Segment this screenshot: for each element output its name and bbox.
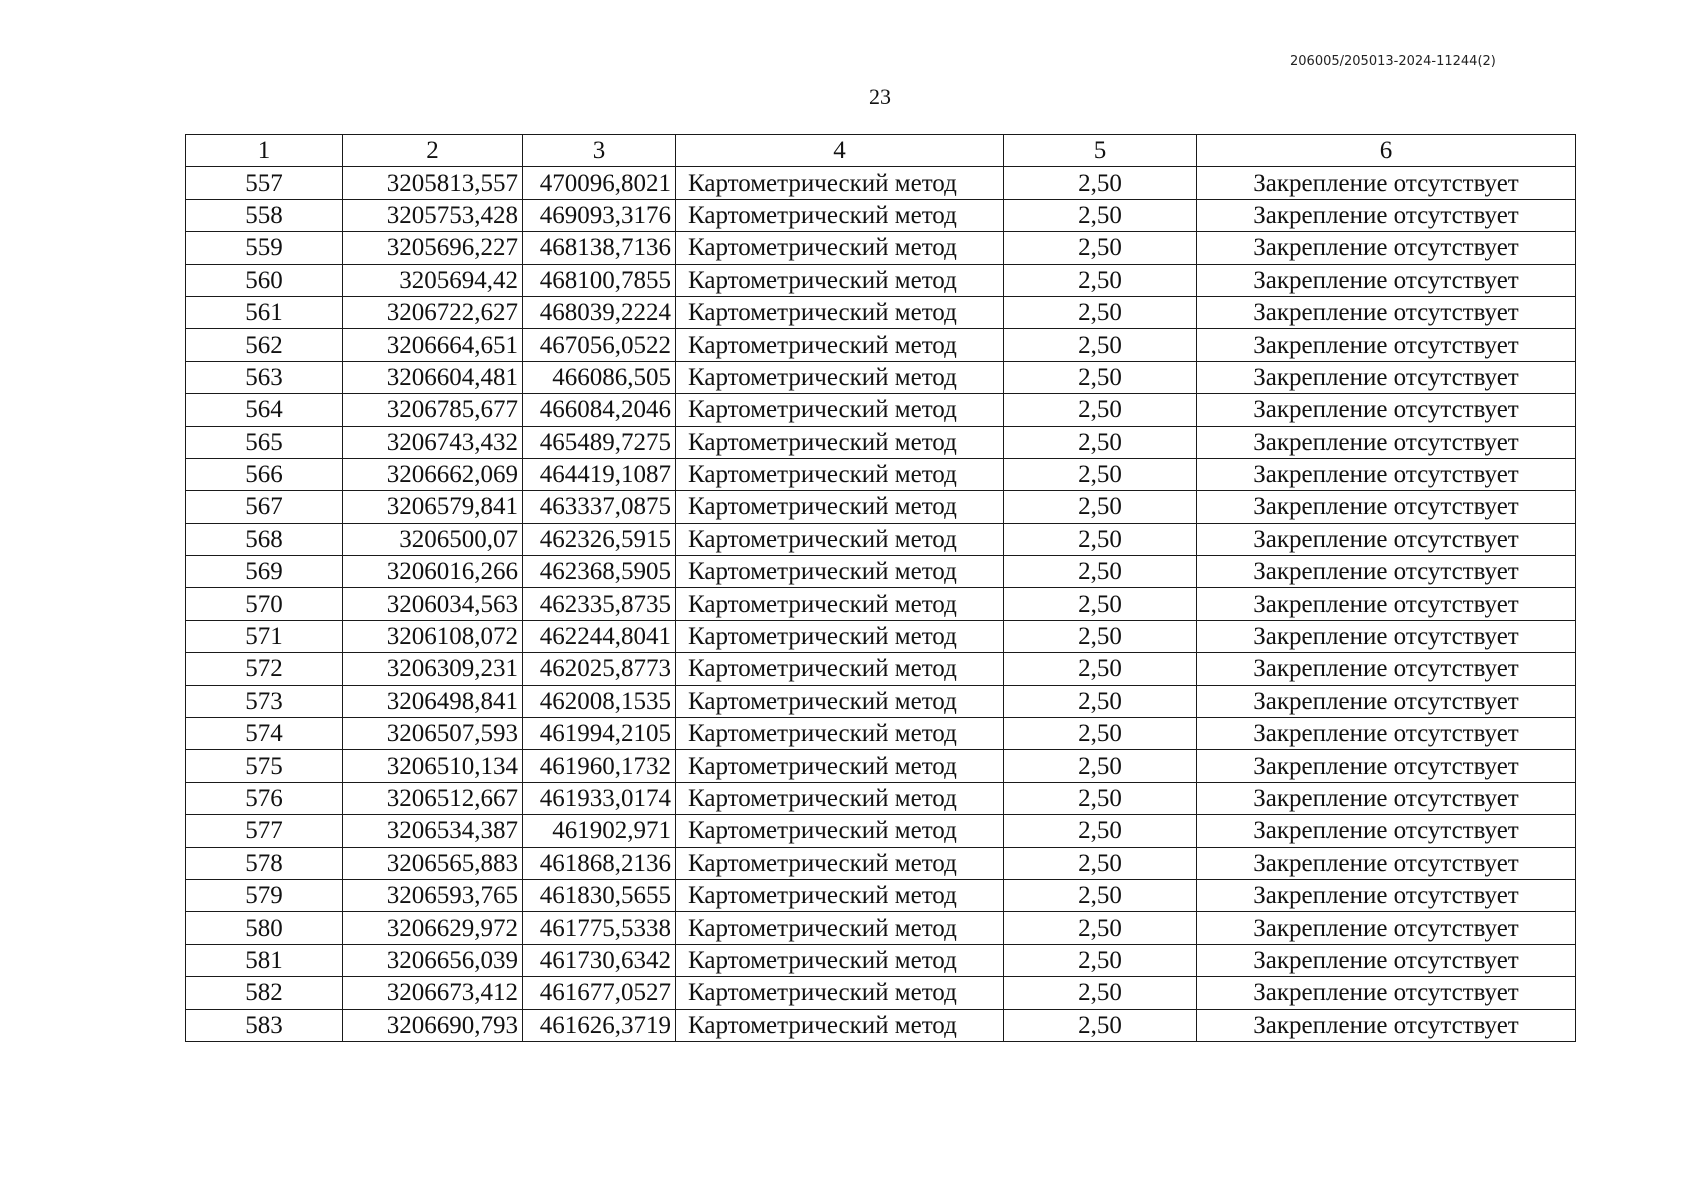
table-row: [186, 685, 1576, 717]
x-coordinate-cell: 3206673,412: [343, 977, 523, 1009]
x-coordinate-cell: 3206498,841: [343, 685, 523, 717]
accuracy-cell: 2,50: [1004, 620, 1197, 652]
page-number: 23: [869, 84, 891, 109]
point-number-cell: 566: [186, 458, 343, 490]
accuracy-cell: 2,50: [1004, 232, 1197, 264]
table-row: [186, 912, 1576, 944]
fixing-description-cell: Закрепление отсутствует: [1197, 361, 1576, 393]
accuracy-cell: 2,50: [1004, 847, 1197, 879]
fixing-description-cell: Закрепление отсутствует: [1197, 426, 1576, 458]
y-coordinate-cell: 463337,0875: [523, 491, 676, 523]
x-coordinate-cell: 3206108,072: [343, 620, 523, 652]
accuracy-cell: 2,50: [1004, 977, 1197, 1009]
accuracy-cell: 2,50: [1004, 361, 1197, 393]
method-cell: Картометрический метод: [676, 458, 1004, 490]
accuracy-cell: 2,50: [1004, 782, 1197, 814]
method-cell: Картометрический метод: [676, 199, 1004, 231]
fixing-description-cell: Закрепление отсутствует: [1197, 815, 1576, 847]
method-cell: Картометрический метод: [676, 815, 1004, 847]
table-row: [186, 815, 1576, 847]
y-coordinate-cell: 468100,7855: [523, 264, 676, 296]
table-row: [186, 523, 1576, 555]
method-cell: Картометрический метод: [676, 912, 1004, 944]
method-cell: Картометрический метод: [676, 847, 1004, 879]
fixing-description-cell: Закрепление отсутствует: [1197, 977, 1576, 1009]
point-number-cell: 582: [186, 977, 343, 1009]
column-header: 1: [186, 135, 343, 167]
point-number-cell: 573: [186, 685, 343, 717]
x-coordinate-cell: 3206604,481: [343, 361, 523, 393]
point-number-cell: 572: [186, 653, 343, 685]
method-cell: Картометрический метод: [676, 296, 1004, 328]
y-coordinate-cell: 468138,7136: [523, 232, 676, 264]
table-row: [186, 167, 1576, 199]
y-coordinate-cell: 462008,1535: [523, 685, 676, 717]
method-cell: Картометрический метод: [676, 1009, 1004, 1041]
table-row: [186, 718, 1576, 750]
x-coordinate-cell: 3206507,593: [343, 718, 523, 750]
fixing-description-cell: Закрепление отсутствует: [1197, 620, 1576, 652]
table-row: [186, 944, 1576, 976]
table-row: [186, 426, 1576, 458]
x-coordinate-cell: 3206785,677: [343, 394, 523, 426]
table-row: [186, 296, 1576, 328]
y-coordinate-cell: 466084,2046: [523, 394, 676, 426]
point-number-cell: 575: [186, 750, 343, 782]
y-coordinate-cell: 468039,2224: [523, 296, 676, 328]
method-cell: Картометрический метод: [676, 264, 1004, 296]
fixing-description-cell: Закрепление отсутствует: [1197, 944, 1576, 976]
x-coordinate-cell: 3206593,765: [343, 879, 523, 911]
x-coordinate-cell: 3205696,227: [343, 232, 523, 264]
document-id: 206005/205013-2024-11244(2): [1290, 54, 1496, 69]
y-coordinate-cell: 461868,2136: [523, 847, 676, 879]
method-cell: Картометрический метод: [676, 426, 1004, 458]
column-header: 3: [523, 135, 676, 167]
accuracy-cell: 2,50: [1004, 426, 1197, 458]
column-header: 4: [676, 135, 1004, 167]
x-coordinate-cell: 3206722,627: [343, 296, 523, 328]
accuracy-cell: 2,50: [1004, 750, 1197, 782]
fixing-description-cell: Закрепление отсутствует: [1197, 847, 1576, 879]
fixing-description-cell: Закрепление отсутствует: [1197, 750, 1576, 782]
table-row: [186, 782, 1576, 814]
fixing-description-cell: Закрепление отсутствует: [1197, 685, 1576, 717]
point-number-cell: 577: [186, 815, 343, 847]
table-header-row: [186, 135, 1576, 167]
x-coordinate-cell: 3206690,793: [343, 1009, 523, 1041]
table-row: [186, 588, 1576, 620]
fixing-description-cell: Закрепление отсутствует: [1197, 264, 1576, 296]
x-coordinate-cell: 3206512,667: [343, 782, 523, 814]
y-coordinate-cell: 461626,3719: [523, 1009, 676, 1041]
table-row: [186, 394, 1576, 426]
column-header: 5: [1004, 135, 1197, 167]
point-number-cell: 558: [186, 199, 343, 231]
table-row: [186, 1009, 1576, 1041]
accuracy-cell: 2,50: [1004, 588, 1197, 620]
table-row: [186, 264, 1576, 296]
fixing-description-cell: Закрепление отсутствует: [1197, 556, 1576, 588]
point-number-cell: 569: [186, 556, 343, 588]
x-coordinate-cell: 3205753,428: [343, 199, 523, 231]
x-coordinate-cell: 3206510,134: [343, 750, 523, 782]
method-cell: Картометрический метод: [676, 588, 1004, 620]
accuracy-cell: 2,50: [1004, 394, 1197, 426]
coordinates-table-container: [185, 134, 1575, 1042]
table-row: [186, 750, 1576, 782]
x-coordinate-cell: 3206309,231: [343, 653, 523, 685]
accuracy-cell: 2,50: [1004, 815, 1197, 847]
method-cell: Картометрический метод: [676, 523, 1004, 555]
point-number-cell: 568: [186, 523, 343, 555]
x-coordinate-cell: 3206534,387: [343, 815, 523, 847]
coordinates-table: [185, 134, 1576, 1042]
x-coordinate-cell: 3205813,557: [343, 167, 523, 199]
method-cell: Картометрический метод: [676, 653, 1004, 685]
accuracy-cell: 2,50: [1004, 491, 1197, 523]
accuracy-cell: 2,50: [1004, 329, 1197, 361]
y-coordinate-cell: 462368,5905: [523, 556, 676, 588]
fixing-description-cell: Закрепление отсутствует: [1197, 653, 1576, 685]
accuracy-cell: 2,50: [1004, 718, 1197, 750]
point-number-cell: 578: [186, 847, 343, 879]
fixing-description-cell: Закрепление отсутствует: [1197, 782, 1576, 814]
table-row: [186, 232, 1576, 264]
y-coordinate-cell: 461960,1732: [523, 750, 676, 782]
point-number-cell: 567: [186, 491, 343, 523]
method-cell: Картометрический метод: [676, 167, 1004, 199]
point-number-cell: 564: [186, 394, 343, 426]
accuracy-cell: 2,50: [1004, 879, 1197, 911]
fixing-description-cell: Закрепление отсутствует: [1197, 167, 1576, 199]
point-number-cell: 563: [186, 361, 343, 393]
fixing-description-cell: Закрепление отсутствует: [1197, 329, 1576, 361]
x-coordinate-cell: 3206664,651: [343, 329, 523, 361]
y-coordinate-cell: 462025,8773: [523, 653, 676, 685]
table-body: [186, 167, 1576, 1042]
table-row: [186, 329, 1576, 361]
method-cell: Картометрический метод: [676, 491, 1004, 523]
x-coordinate-cell: 3206743,432: [343, 426, 523, 458]
point-number-cell: 583: [186, 1009, 343, 1041]
x-coordinate-cell: 3206034,563: [343, 588, 523, 620]
fixing-description-cell: Закрепление отсутствует: [1197, 718, 1576, 750]
method-cell: Картометрический метод: [676, 685, 1004, 717]
accuracy-cell: 2,50: [1004, 912, 1197, 944]
fixing-description-cell: Закрепление отсутствует: [1197, 912, 1576, 944]
point-number-cell: 557: [186, 167, 343, 199]
point-number-cell: 581: [186, 944, 343, 976]
accuracy-cell: 2,50: [1004, 685, 1197, 717]
point-number-cell: 559: [186, 232, 343, 264]
y-coordinate-cell: 464419,1087: [523, 458, 676, 490]
table-row: [186, 361, 1576, 393]
accuracy-cell: 2,50: [1004, 523, 1197, 555]
point-number-cell: 565: [186, 426, 343, 458]
point-number-cell: 574: [186, 718, 343, 750]
method-cell: Картометрический метод: [676, 620, 1004, 652]
column-header: 6: [1197, 135, 1576, 167]
y-coordinate-cell: 462335,8735: [523, 588, 676, 620]
fixing-description-cell: Закрепление отсутствует: [1197, 199, 1576, 231]
table-row: [186, 653, 1576, 685]
y-coordinate-cell: 465489,7275: [523, 426, 676, 458]
fixing-description-cell: Закрепление отсутствует: [1197, 588, 1576, 620]
fixing-description-cell: Закрепление отсутствует: [1197, 879, 1576, 911]
accuracy-cell: 2,50: [1004, 199, 1197, 231]
method-cell: Картометрический метод: [676, 944, 1004, 976]
y-coordinate-cell: 462244,8041: [523, 620, 676, 652]
x-coordinate-cell: 3206662,069: [343, 458, 523, 490]
table-row: [186, 491, 1576, 523]
fixing-description-cell: Закрепление отсутствует: [1197, 523, 1576, 555]
x-coordinate-cell: 3206565,883: [343, 847, 523, 879]
y-coordinate-cell: 461830,5655: [523, 879, 676, 911]
y-coordinate-cell: 461933,0174: [523, 782, 676, 814]
x-coordinate-cell: 3206656,039: [343, 944, 523, 976]
table-row: [186, 556, 1576, 588]
accuracy-cell: 2,50: [1004, 296, 1197, 328]
point-number-cell: 571: [186, 620, 343, 652]
y-coordinate-cell: 462326,5915: [523, 523, 676, 555]
accuracy-cell: 2,50: [1004, 653, 1197, 685]
method-cell: Картометрический метод: [676, 879, 1004, 911]
fixing-description-cell: Закрепление отсутствует: [1197, 458, 1576, 490]
method-cell: Картометрический метод: [676, 556, 1004, 588]
x-coordinate-cell: 3206016,266: [343, 556, 523, 588]
accuracy-cell: 2,50: [1004, 944, 1197, 976]
y-coordinate-cell: 461775,5338: [523, 912, 676, 944]
fixing-description-cell: Закрепление отсутствует: [1197, 394, 1576, 426]
table-row: [186, 879, 1576, 911]
table-row: [186, 458, 1576, 490]
x-coordinate-cell: 3206579,841: [343, 491, 523, 523]
point-number-cell: 562: [186, 329, 343, 361]
method-cell: Картометрический метод: [676, 750, 1004, 782]
accuracy-cell: 2,50: [1004, 264, 1197, 296]
method-cell: Картометрический метод: [676, 718, 1004, 750]
y-coordinate-cell: 466086,505: [523, 361, 676, 393]
column-header: 2: [343, 135, 523, 167]
accuracy-cell: 2,50: [1004, 458, 1197, 490]
x-coordinate-cell: 3206500,07: [343, 523, 523, 555]
method-cell: Картометрический метод: [676, 232, 1004, 264]
method-cell: Картометрический метод: [676, 394, 1004, 426]
fixing-description-cell: Закрепление отсутствует: [1197, 491, 1576, 523]
method-cell: Картометрический метод: [676, 977, 1004, 1009]
accuracy-cell: 2,50: [1004, 167, 1197, 199]
x-coordinate-cell: 3205694,42: [343, 264, 523, 296]
point-number-cell: 570: [186, 588, 343, 620]
y-coordinate-cell: 461902,971: [523, 815, 676, 847]
method-cell: Картометрический метод: [676, 329, 1004, 361]
method-cell: Картометрический метод: [676, 361, 1004, 393]
point-number-cell: 560: [186, 264, 343, 296]
y-coordinate-cell: 461994,2105: [523, 718, 676, 750]
y-coordinate-cell: 461677,0527: [523, 977, 676, 1009]
point-number-cell: 580: [186, 912, 343, 944]
point-number-cell: 576: [186, 782, 343, 814]
accuracy-cell: 2,50: [1004, 1009, 1197, 1041]
point-number-cell: 579: [186, 879, 343, 911]
table-row: [186, 847, 1576, 879]
y-coordinate-cell: 469093,3176: [523, 199, 676, 231]
y-coordinate-cell: 467056,0522: [523, 329, 676, 361]
method-cell: Картометрический метод: [676, 782, 1004, 814]
fixing-description-cell: Закрепление отсутствует: [1197, 296, 1576, 328]
point-number-cell: 561: [186, 296, 343, 328]
table-row: [186, 977, 1576, 1009]
x-coordinate-cell: 3206629,972: [343, 912, 523, 944]
accuracy-cell: 2,50: [1004, 556, 1197, 588]
fixing-description-cell: Закрепление отсутствует: [1197, 232, 1576, 264]
table-row: [186, 620, 1576, 652]
fixing-description-cell: Закрепление отсутствует: [1197, 1009, 1576, 1041]
y-coordinate-cell: 470096,8021: [523, 167, 676, 199]
table-row: [186, 199, 1576, 231]
y-coordinate-cell: 461730,6342: [523, 944, 676, 976]
